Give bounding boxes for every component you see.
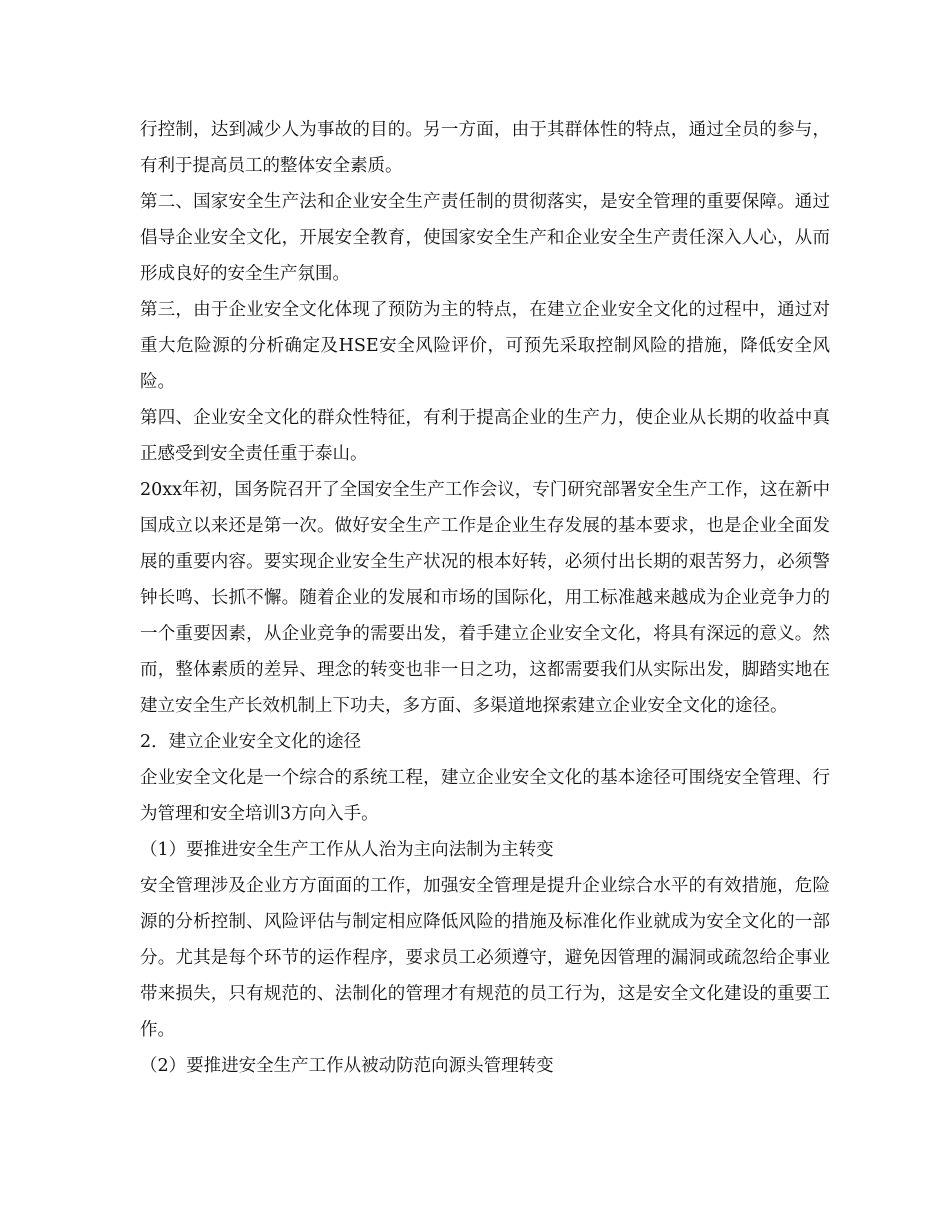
paragraph-national-meeting: 20xx年初，国务院召开了全国安全生产工作会议，专门研究部署安全生产工作，这在新中国成立以来还是第一次。做好安全生产工作是企业生存发展的基本要求，也是企业全面发展的重要内容。要实现企业安全生产状况的根本好转，必须付出长期的艰苦努力，必须警钟长鸣、长抓不懈。随着企业的发展和市场的国际化，用工标准越来越成为企业竞争力的一个重要因素，从企业竞争的需要出发，着手建立企业安全文化，将具有深远的意义。然而，整体素质的差异、理念的转变也非一日之功，这都需要我们从实际出发，脚踏实地在建立安全生产长效机制上下功夫，多方面、多渠道地探索建立企业安全文化的途径。 [140,480,830,716]
paragraph-safety-management: 安全管理涉及企业方方面面的工作，加强安全管理是提升企业综合水平的有效措施，危险源的分析控制、风险评估与制定相应降低风险的措施及标准化作业就成为安全文化的一部分。尤其是每个环节的运作程序，要求员工必须遵守，避免因管理的漏洞或疏忽给企事业带来损失，只有规范的、法制化的管理才有规范的员工行为，这是安全文化建设的重要工作。 [140,876,830,1040]
paragraph-second-point: 第二、国家安全生产法和企业安全生产责任制的贯彻落实，是安全管理的重要保障。通过倡导企业安全文化，开展安全教育，使国家安全生产和企业安全生产责任深入人心，从而形成良好的安全生产氛围。 [140,192,830,284]
document-body [140,112,830,1084]
paragraph-fourth-point: 第四、企业安全文化的群众性特征，有利于提高企业的生产力，使企业从长期的收益中真正感受到安全责任重于泰山。 [140,408,830,464]
paragraph-system-engineering: 企业安全文化是一个综合的系统工程，建立企业安全文化的基本途径可围绕安全管理、行为管理和安全培训3方向入手。 [140,768,830,824]
paragraph-continuation: 行控制，达到减少人为事故的目的。另一方面，由于其群体性的特点，通过全员的参与，有利于提高员工的整体安全素质。 [140,120,830,176]
subheading-1: （1）要推进安全生产工作从人治为主向法制为主转变 [140,840,554,860]
paragraph-third-point: 第三，由于企业安全文化体现了预防为主的特点，在建立企业安全文化的过程中，通过对重大危险源的分析确定及HSE安全风险评价，可预先采取控制风险的措施，降低安全风险。 [140,300,830,392]
section-heading-2: 2．建立企业安全文化的途径 [140,732,362,752]
subheading-2: （2）要推进安全生产工作从被动防范向源头管理转变 [140,1056,554,1076]
